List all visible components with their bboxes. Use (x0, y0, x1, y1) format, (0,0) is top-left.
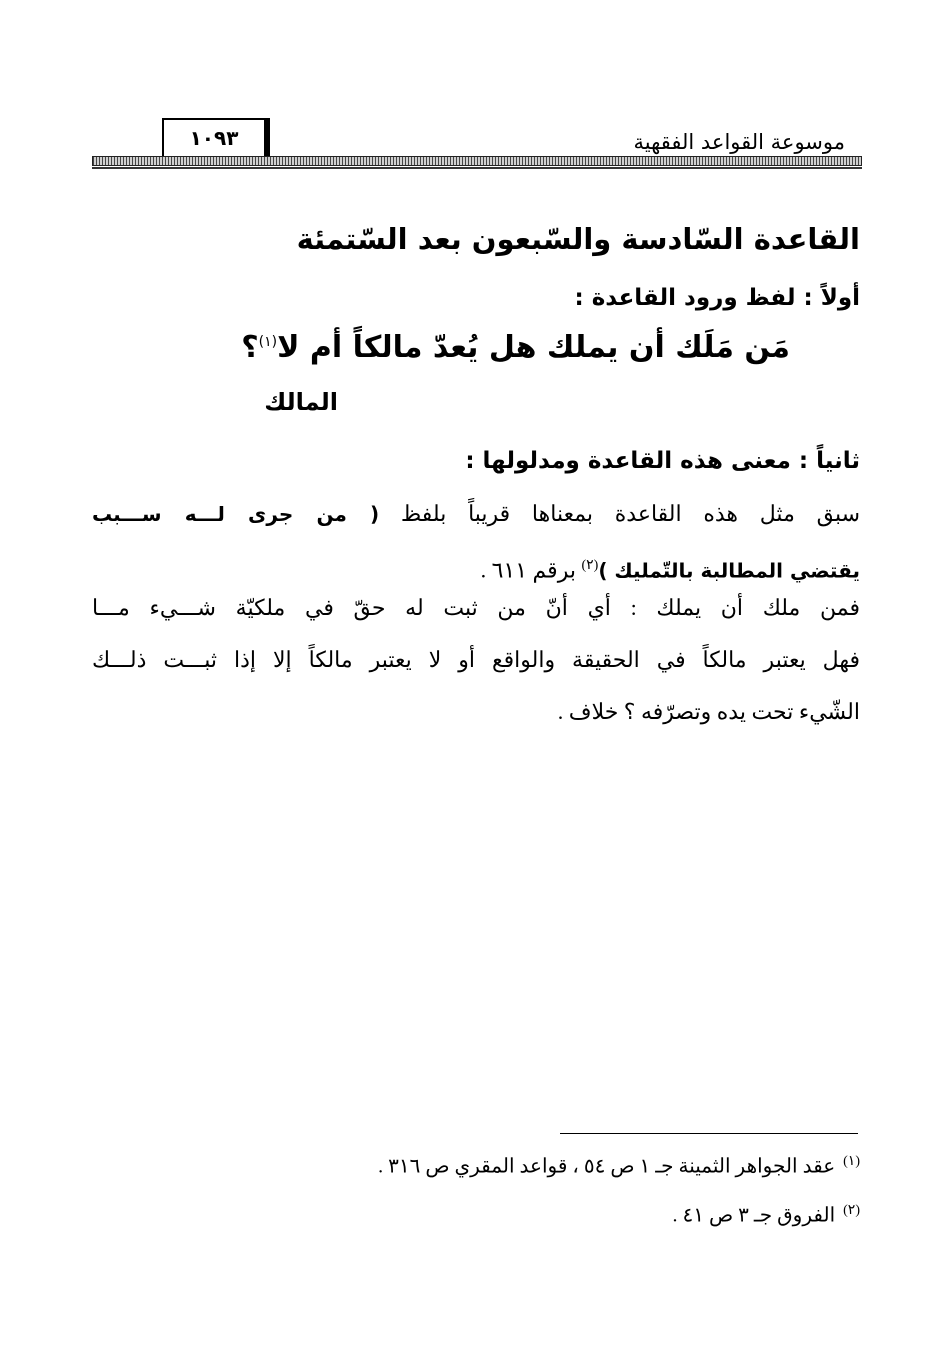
running-title: موسوعة القواعد الفقهية (633, 130, 845, 154)
footnote-1-text: عقد الجواهر الثمينة جـ ١ ص ٥٤ ، قواعد المقري ص ٣١٦ . (378, 1155, 836, 1178)
paragraph-2-line-1: فمن ملك أن يملك : أي أنّ من ثبت له حقّ في ملكيّة شـــيء مـــا (92, 595, 860, 620)
rule-text-end: ؟ (241, 330, 259, 365)
footnote-1 (378, 1153, 860, 1179)
footnote-2-text: الفروق جـ ٣ ص ٤١ . (672, 1204, 836, 1227)
p1-line2-bold: يقتضي المطالبة بالتّمليك ) (598, 558, 860, 583)
footnote-1-number: (١) (843, 1154, 860, 1169)
header-rule-bar (92, 156, 862, 166)
paragraph-2 (92, 582, 860, 738)
footnote-separator (560, 1133, 858, 1134)
rule-heading: القاعدة السّادسة والسّبعون بعد السّتمئة (296, 222, 860, 256)
paragraph-1-line-1 (92, 488, 860, 540)
footnote-2 (673, 1202, 861, 1228)
p1-line1-plain: سبق مثل هذه القاعدة بمعناها قريباً بلفظ (400, 501, 861, 526)
section2-title: ثانياً : معنى هذه القاعدة ومدلولها : (465, 448, 860, 474)
sub-word: المالك (264, 388, 338, 416)
paragraph-2-line-2: فهل يعتبر مالكاً في الحقيقة والواقع أو لا يعتبر مالكاً إلا إذا ثبـــت ذلـــك (92, 647, 860, 672)
p1-line1-bold: ( من جرى لـــه ســـبب (92, 502, 380, 526)
rule-text-main: مَن مَلَك أن يملك هل يُعدّ مالكاً أم لا (277, 330, 790, 365)
footnote-ref-2: (٢) (581, 558, 599, 573)
footnote-2-number: (٢) (843, 1203, 860, 1218)
section1-title: أولاً : لفظ ورود القاعدة : (574, 285, 860, 311)
page-number: ١٠٩٣ (189, 126, 239, 150)
footnote-ref-1: (١) (258, 334, 278, 350)
p1-line2-plain: برقم ٦١١ . (480, 557, 576, 583)
paragraph-2-line-3: الشّيء تحت يده وتصرّفه ؟ خلاف . (557, 699, 860, 724)
header-rule-line (92, 167, 862, 169)
rule-text (241, 330, 790, 365)
paragraph-1 (92, 488, 860, 592)
